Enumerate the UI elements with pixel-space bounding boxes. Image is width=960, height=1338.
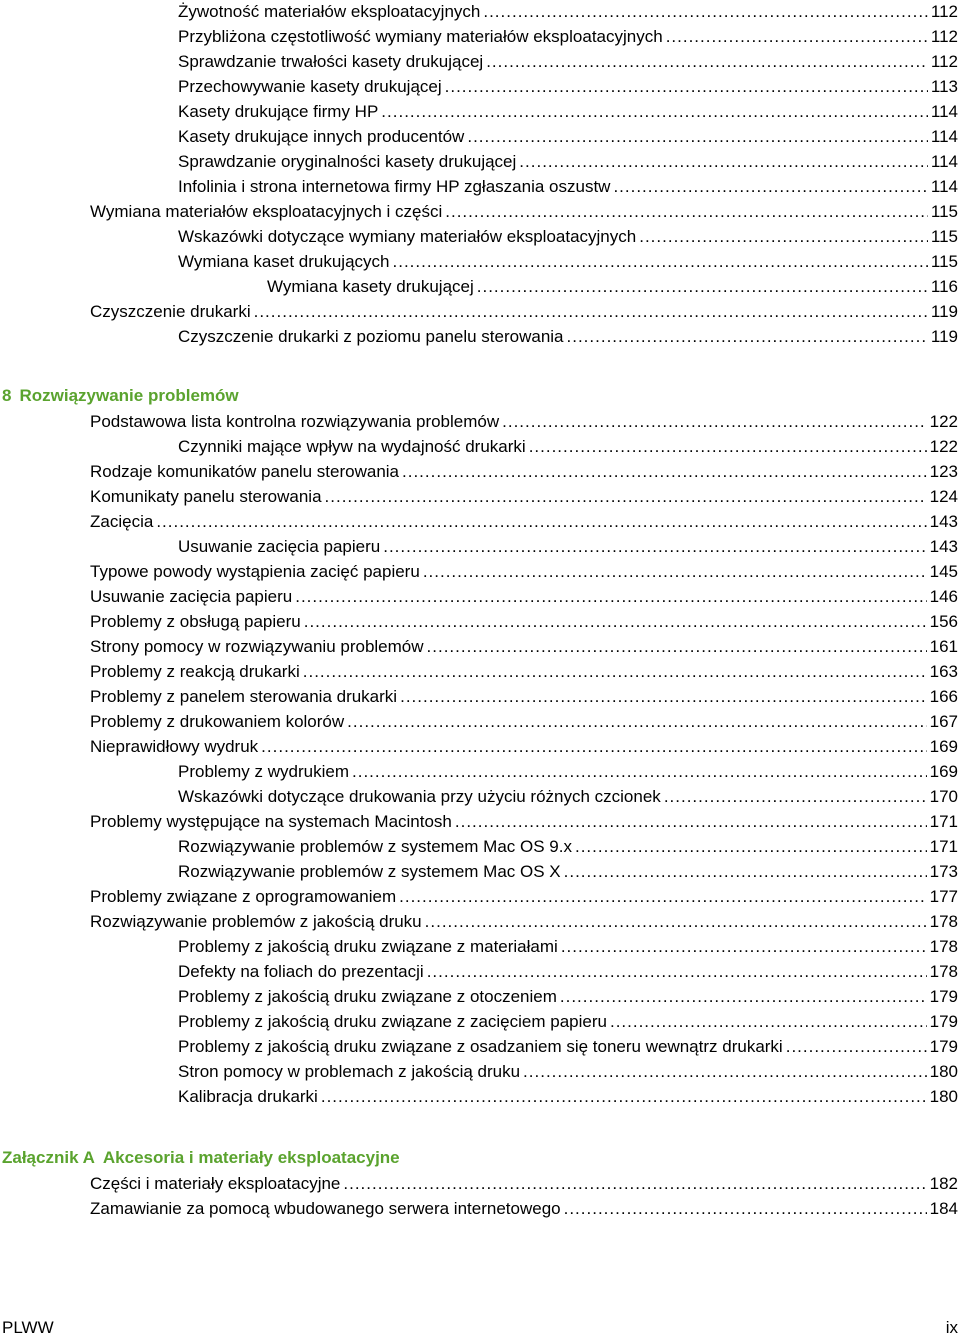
toc-entry[interactable] (90, 710, 958, 732)
toc-entry[interactable] (178, 985, 958, 1007)
toc-entry[interactable] (90, 1197, 958, 1219)
toc-entry-title[interactable]: Problemy z obsługą papieru (90, 612, 301, 631)
toc-entry-title[interactable]: Nieprawidłowy wydruk (90, 737, 259, 756)
dot-leader (295, 587, 926, 607)
toc-entry[interactable] (178, 785, 958, 807)
toc-entry[interactable] (178, 535, 958, 557)
toc-entry[interactable] (90, 560, 958, 582)
toc-entry-page[interactable]: 166 (929, 687, 958, 706)
toc-entry[interactable] (178, 1060, 958, 1082)
toc-entry[interactable] (178, 935, 958, 957)
toc-entry[interactable] (178, 150, 958, 172)
toc-entry[interactable] (178, 75, 958, 97)
dot-leader (427, 637, 927, 657)
toc-entry[interactable] (178, 835, 958, 857)
toc-entry[interactable] (178, 325, 958, 347)
dot-leader (561, 937, 927, 957)
toc-entry-page[interactable]: 115 (930, 227, 958, 246)
toc-entry-page[interactable]: 178 (929, 962, 958, 981)
toc-entry[interactable] (178, 1010, 958, 1032)
toc-entry-page[interactable]: 179 (929, 987, 958, 1006)
dot-leader (402, 462, 927, 482)
toc-entry-page[interactable]: 178 (929, 937, 958, 956)
toc-entry-page[interactable]: 115 (930, 202, 958, 221)
toc-entry-title[interactable]: Zacięcia (90, 512, 154, 531)
toc-entry[interactable] (267, 275, 958, 297)
toc-entry[interactable] (178, 50, 958, 72)
toc-entry-page[interactable]: 184 (929, 1199, 958, 1218)
dot-leader (381, 102, 928, 122)
footer-doc-code: PLWW (2, 1318, 54, 1337)
toc-entry-page[interactable]: 169 (929, 737, 958, 756)
toc-entry-title[interactable]: Problemy z jakością druku związane z materiałami (178, 937, 558, 956)
dot-leader (560, 987, 927, 1007)
toc-entry[interactable] (90, 885, 958, 907)
toc-entry-page[interactable]: 112 (930, 2, 958, 21)
toc-entry-title[interactable]: Czynniki mające wpływ na wydajność drukarki (178, 437, 526, 456)
dot-leader (564, 1199, 927, 1219)
toc-entry-title[interactable]: Problemy z reakcją drukarki (90, 662, 300, 681)
dot-leader (575, 837, 927, 857)
toc-entry-page[interactable]: 122 (929, 437, 958, 456)
toc-entry-title[interactable]: Przechowywanie kasety drukującej (178, 77, 442, 96)
toc-entry-title[interactable]: Przybliżona częstotliwość wymiany materiałów eksploatacyjnych (178, 27, 663, 46)
toc-entry-title[interactable]: Kasety drukujące firmy HP (178, 102, 379, 121)
appendix-title[interactable]: Akcesoria i materiały eksploatacyjne (102, 1148, 400, 1167)
toc-entry[interactable] (90, 910, 958, 932)
toc-entry[interactable] (90, 200, 958, 222)
toc-entry-page[interactable]: 167 (929, 712, 958, 731)
dot-leader (486, 52, 928, 72)
toc-entry-title[interactable]: Komunikaty panelu sterowania (90, 487, 322, 506)
dot-leader (400, 687, 927, 707)
toc-entry-page[interactable]: 113 (930, 77, 958, 96)
dot-leader (445, 202, 928, 222)
toc-entry-title[interactable]: Problemy z jakością druku związane z osadzaniem się toneru wewnątrz drukarki (178, 1037, 783, 1056)
toc-entry-page[interactable]: 114 (930, 177, 958, 196)
toc-entry-page[interactable]: 156 (929, 612, 958, 631)
dot-leader (666, 27, 928, 47)
toc-entry-page[interactable]: 177 (929, 887, 958, 906)
dot-leader (347, 712, 926, 732)
toc-entry-title[interactable]: Problemy związane z oprogramowaniem (90, 887, 397, 906)
toc-entry-title[interactable]: Czyszczenie drukarki z poziomu panelu sterowania (178, 327, 564, 346)
toc-entry-page[interactable]: 116 (930, 277, 958, 296)
toc-entry[interactable] (178, 0, 958, 22)
toc-entry-title[interactable]: Usuwanie zacięcia papieru (178, 537, 381, 556)
toc-entry[interactable] (90, 485, 958, 507)
dot-leader (261, 737, 926, 757)
toc-entry-page[interactable]: 179 (929, 1012, 958, 1031)
toc-entry-title[interactable]: Strony pomocy w rozwiązywaniu problemów (90, 637, 424, 656)
toc-entry-page[interactable]: 171 (929, 837, 958, 856)
toc-entry-title[interactable]: Rodzaje komunikatów panelu sterowania (90, 462, 400, 481)
toc-entry-page[interactable]: 170 (929, 787, 958, 806)
dot-leader (156, 512, 926, 532)
toc-entry-page[interactable]: 119 (930, 302, 958, 321)
toc-entry-title[interactable]: Żywotność materiałów eksploatacyjnych (178, 2, 481, 21)
dot-leader (467, 127, 928, 147)
chapter-number: 8 (2, 386, 12, 405)
toc-entry[interactable] (178, 1035, 958, 1057)
toc-entry-page[interactable]: 180 (929, 1062, 958, 1081)
toc-entry[interactable] (90, 1172, 958, 1194)
toc-entry[interactable] (90, 810, 958, 832)
toc-entry[interactable] (90, 610, 958, 632)
toc-entry-page[interactable]: 161 (929, 637, 958, 656)
toc-entry-title[interactable]: Rozwiązywanie problemów z systemem Mac OS 9.x (178, 837, 572, 856)
toc-entry-page[interactable]: 114 (930, 102, 958, 121)
toc-entry-page[interactable]: 114 (930, 127, 958, 146)
dot-leader (325, 487, 927, 507)
toc-entry-title[interactable]: Usuwanie zacięcia papieru (90, 587, 293, 606)
dot-leader (529, 437, 927, 457)
toc-entry-page[interactable]: 171 (929, 812, 958, 831)
dot-leader (383, 537, 926, 557)
toc-entry-page[interactable]: 143 (929, 537, 958, 556)
toc-entry[interactable] (90, 685, 958, 707)
toc-entry-title[interactable]: Problemy z panelem sterowania drukarki (90, 687, 398, 706)
dot-leader (613, 177, 927, 197)
dot-leader (343, 1174, 926, 1194)
toc-entry[interactable] (178, 250, 958, 272)
toc-entry[interactable] (90, 460, 958, 482)
toc-entry-title[interactable]: Wymiana kasety drukującej (267, 277, 474, 296)
toc-entry-page[interactable]: 178 (929, 912, 958, 931)
dot-leader (427, 962, 927, 982)
toc-entry-title[interactable]: Wskazówki dotyczące wymiany materiałów eksploatacyjnych (178, 227, 637, 246)
toc-entry[interactable] (178, 860, 958, 882)
chapter-heading[interactable] (2, 385, 239, 407)
toc-entry-title[interactable]: Sprawdzanie oryginalności kasety drukującej (178, 152, 517, 171)
toc-entry[interactable] (90, 585, 958, 607)
toc-entry-page[interactable]: 123 (929, 462, 958, 481)
appendix-number: Załącznik A (2, 1148, 95, 1167)
toc-entry[interactable] (90, 635, 958, 657)
toc-entry-title[interactable]: Sprawdzanie trwałości kasety drukującej (178, 52, 484, 71)
toc-entry[interactable] (178, 25, 958, 47)
toc-entry-title[interactable]: Rozwiązywanie problemów z systemem Mac OS X (178, 862, 561, 881)
dot-leader (567, 327, 928, 347)
toc-entry-page[interactable]: 112 (930, 52, 958, 71)
dot-leader (483, 2, 928, 22)
toc-entry-page[interactable]: 179 (929, 1037, 958, 1056)
toc-entry-title[interactable]: Zamawianie za pomocą wbudowanego serwera internetowego (90, 1199, 561, 1218)
toc-entry[interactable] (90, 410, 958, 432)
toc-entry-title[interactable]: Problemy z drukowaniem kolorów (90, 712, 345, 731)
toc-entry[interactable] (90, 735, 958, 757)
dot-leader (610, 1012, 927, 1032)
dot-leader (399, 887, 926, 907)
dot-leader (664, 787, 927, 807)
footer-page-number: ix (945, 1318, 958, 1337)
toc-entry[interactable] (90, 300, 958, 322)
toc-entry-page[interactable]: 112 (930, 27, 958, 46)
toc-entry-title[interactable]: Infolinia i strona internetowa firmy HP zgłaszania oszustw (178, 177, 611, 196)
toc-entry-title[interactable]: Rozwiązywanie problemów z jakością druku (90, 912, 422, 931)
toc-entry-title[interactable]: Problemy z jakością druku związane z otoczeniem (178, 987, 557, 1006)
toc-entry-page[interactable]: 143 (929, 512, 958, 531)
toc-entry-title[interactable]: Czyszczenie drukarki (90, 302, 251, 321)
toc-entry-page[interactable]: 115 (930, 252, 958, 271)
toc-entry[interactable] (178, 125, 958, 147)
toc-entry-page[interactable]: 114 (930, 152, 958, 171)
dot-leader (523, 1062, 927, 1082)
toc-entry-page[interactable]: 145 (929, 562, 958, 581)
toc-entry[interactable] (178, 225, 958, 247)
dot-leader (254, 302, 928, 322)
toc-entry-page[interactable]: 182 (929, 1174, 958, 1193)
appendix-heading[interactable] (2, 1147, 400, 1169)
toc-entry-title[interactable]: Kalibracja drukarki (178, 1087, 318, 1106)
dot-leader (423, 562, 927, 582)
dot-leader (445, 77, 928, 97)
toc-entry[interactable] (178, 100, 958, 122)
dot-leader (519, 152, 928, 172)
toc-entry-page[interactable]: 180 (929, 1087, 958, 1106)
dot-leader (425, 912, 927, 932)
dot-leader (321, 1087, 927, 1107)
toc-entry[interactable] (90, 660, 958, 682)
toc-entry-title[interactable]: Podstawowa lista kontrolna rozwiązywania problemów (90, 412, 500, 431)
toc-entry[interactable] (178, 960, 958, 982)
toc-entry[interactable] (90, 510, 958, 532)
dot-leader (304, 612, 927, 632)
toc-entry-page[interactable]: 146 (929, 587, 958, 606)
toc-entry-title[interactable]: Wymiana kaset drukujących (178, 252, 390, 271)
dot-leader (477, 277, 928, 297)
toc-entry[interactable] (178, 435, 958, 457)
toc-entry-page[interactable]: 124 (929, 487, 958, 506)
chapter-title[interactable]: Rozwiązywanie problemów (19, 386, 239, 405)
toc-entry[interactable] (178, 1085, 958, 1107)
toc-entry-title[interactable]: Stron pomocy w problemach z jakością druku (178, 1062, 521, 1081)
toc-entry[interactable] (178, 175, 958, 197)
dot-leader (455, 812, 927, 832)
toc-entry-title[interactable]: Wskazówki dotyczące drukowania przy użyciu różnych czcionek (178, 787, 661, 806)
toc-entry-title[interactable]: Problemy z jakością druku związane z zacięciem papieru (178, 1012, 607, 1031)
toc-entry-title[interactable]: Problemy z wydrukiem (178, 762, 349, 781)
toc-entry-title[interactable]: Defekty na foliach do prezentacji (178, 962, 424, 981)
dot-leader (393, 252, 928, 272)
toc-entry-title[interactable]: Części i materiały eksploatacyjne (90, 1174, 341, 1193)
toc-entry-title[interactable]: Wymiana materiałów eksploatacyjnych i części (90, 202, 443, 221)
toc-entry[interactable] (178, 760, 958, 782)
dot-leader (502, 412, 926, 432)
toc-entry-page[interactable]: 173 (929, 862, 958, 881)
toc-entry-page[interactable]: 163 (929, 662, 958, 681)
toc-entry-page[interactable]: 122 (929, 412, 958, 431)
toc-entry-title[interactable]: Kasety drukujące innych producentów (178, 127, 465, 146)
toc-entry-page[interactable]: 119 (930, 327, 958, 346)
toc-entry-page[interactable]: 169 (929, 762, 958, 781)
dot-leader (352, 762, 927, 782)
dot-leader (786, 1037, 927, 1057)
dot-leader (639, 227, 928, 247)
dot-leader (564, 862, 927, 882)
toc-entry-title[interactable]: Problemy występujące na systemach Macintosh (90, 812, 452, 831)
dot-leader (303, 662, 927, 682)
toc-entry-title[interactable]: Typowe powody wystąpienia zacięć papieru (90, 562, 420, 581)
